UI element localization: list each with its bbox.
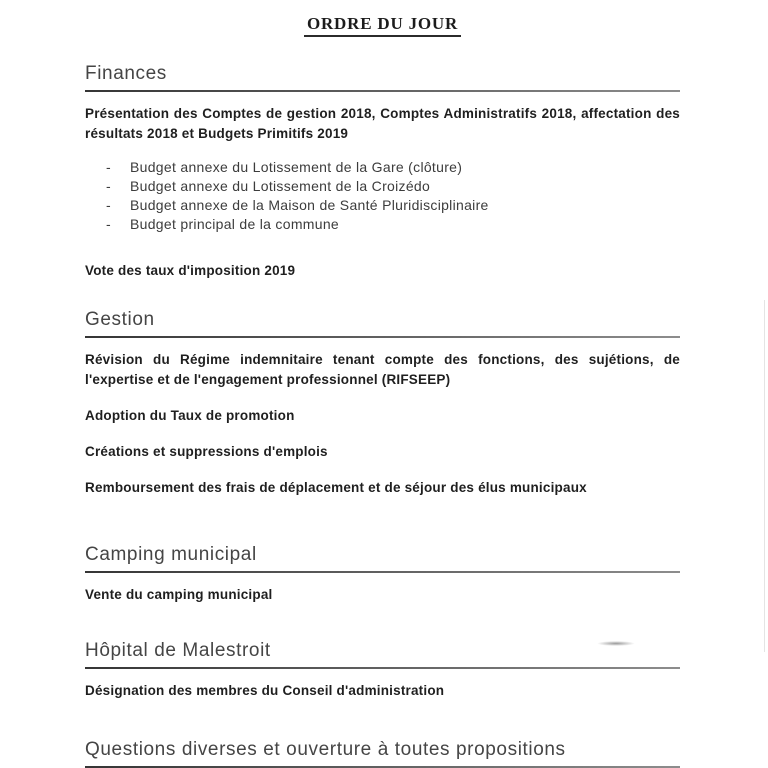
list-item [106, 215, 680, 234]
agenda-item-remboursement-frais: Remboursement des frais de déplacement et de séjour des élus municipaux [85, 480, 587, 495]
dash-bullet: - [106, 197, 111, 213]
list-item-text: Budget annexe du Lotissement de la Croizédo [130, 178, 431, 194]
section-camping [85, 544, 680, 605]
agenda-item-creations-emplois: Créations et suppressions d'emplois [85, 444, 328, 459]
list-item [106, 177, 680, 196]
dash-bullet: - [106, 159, 111, 175]
section-heading-gestion: Gestion [85, 309, 680, 338]
scan-edge-artifact [764, 300, 765, 652]
section-heading-camping: Camping municipal [85, 544, 680, 573]
scan-smudge-artifact [597, 641, 635, 646]
agenda-item-presentation-comptes: Présentation des Comptes de gestion 2018, Comptes Administratifs 2018, affectation des résultats 2018 et Budgets Primitifs 2019 [85, 106, 680, 141]
document-title: ORDRE DU JOUR [304, 14, 461, 37]
agenda-item-designation-conseil: Désignation des membres du Conseil d'administration [85, 683, 445, 698]
list-item [106, 196, 680, 215]
section-finances [85, 63, 680, 281]
section-heading-hopital: Hôpital de Malestroit [85, 640, 680, 669]
section-heading-finances: Finances [85, 63, 680, 92]
section-heading-questions-diverses: Questions diverses et ouverture à toutes propositions [85, 739, 680, 768]
agenda-item-vote-taux: Vote des taux d'imposition 2019 [85, 263, 296, 278]
section-questions-diverses [85, 739, 680, 768]
section-gestion [85, 309, 680, 498]
list-item-text: Budget principal de la commune [130, 216, 340, 232]
agenda-item-taux-promotion: Adoption du Taux de promotion [85, 408, 295, 423]
dash-bullet: - [106, 178, 111, 194]
budget-list [85, 158, 680, 234]
agenda-item-vente-camping: Vente du camping municipal [85, 587, 273, 602]
agenda-item-rifseep: Révision du Régime indemnitaire tenant compte des fonctions, des sujétions, de l'expertise et de l'engagement professionnel (RIFSEEP) [85, 352, 680, 387]
list-item-text: Budget annexe du Lotissement de la Gare (clôture) [130, 159, 463, 175]
title-row [85, 14, 680, 37]
dash-bullet: - [106, 216, 111, 232]
section-hopital [85, 640, 680, 701]
list-item-text: Budget annexe de la Maison de Santé Pluridisciplinaire [130, 197, 489, 213]
list-item [106, 158, 680, 177]
